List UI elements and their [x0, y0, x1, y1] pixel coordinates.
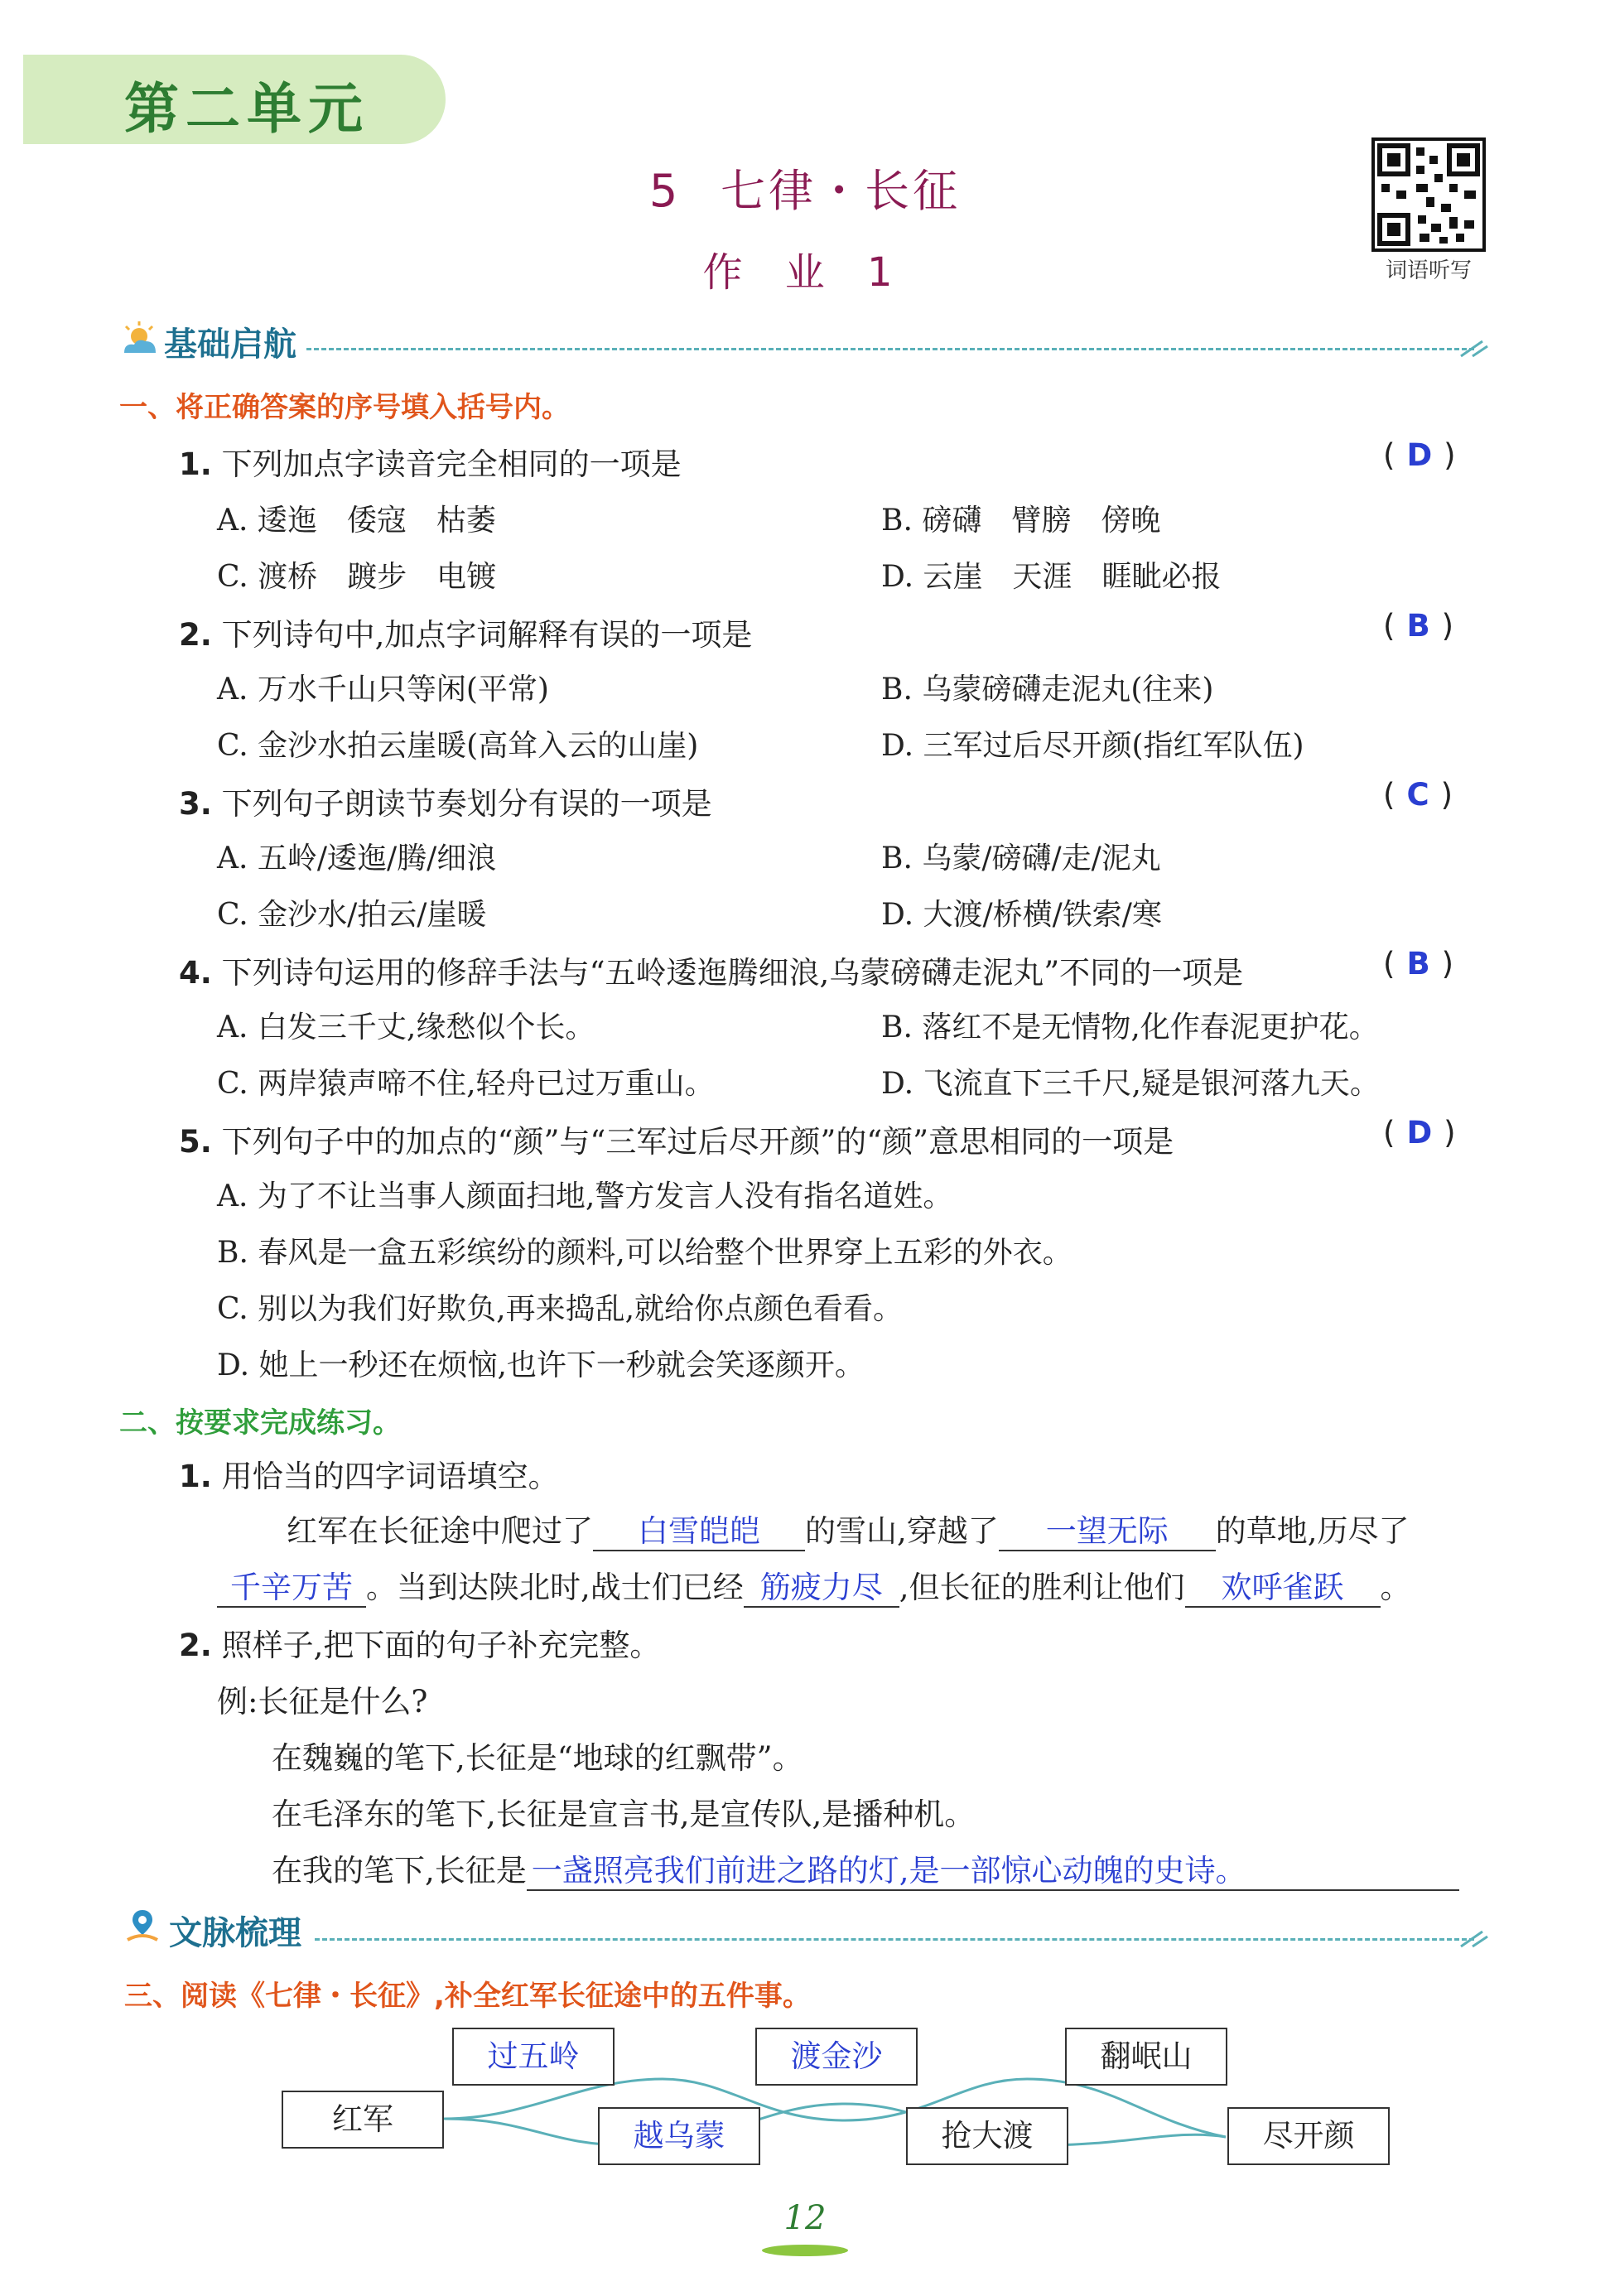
q4-stem	[179, 948, 1243, 992]
p2-q2-text: 照样子,把下面的句子补充完整。	[221, 1628, 661, 1663]
q2-option-c: C. 金沙水拍云崖暖(高耸入云的山崖)	[217, 729, 699, 763]
q3-text: 下列句子朗读节奏划分有误的一项是	[221, 786, 712, 822]
fill-text-1: 红军在长征途中爬过了	[287, 1513, 593, 1549]
q2-option-d: D. 三军过后尽开颜(指红军队伍)	[881, 729, 1304, 763]
q2-stem	[179, 610, 752, 654]
q1-option-b: B. 磅礴 臂膀 傍晚	[881, 504, 1161, 538]
p2-q1-number: 1.	[179, 1459, 212, 1494]
example-label: 例:长征是什么?	[217, 1684, 428, 1720]
q4-option-d: D. 飞流直下三千尺,疑是银河落九天。	[881, 1067, 1380, 1101]
q3-option-b: B. 乌蒙/磅礴/走/泥丸	[881, 842, 1161, 875]
p2-q1-text: 用恰当的四字词语填空。	[221, 1459, 559, 1494]
p2-q2-stem	[179, 1620, 660, 1665]
arrow-icon	[1458, 336, 1491, 359]
line3-prefix: 在我的笔下,长征是	[272, 1853, 527, 1888]
event-box-4[interactable]: 抢大渡	[906, 2107, 1068, 2165]
example-line-1: 在魏巍的笔下,长征是“地球的红飘带”。	[272, 1740, 803, 1776]
section-divider	[306, 348, 1474, 350]
q5-option-a: A. 为了不让当事人颜面扫地,警方发言人没有指名道姓。	[217, 1179, 953, 1213]
q2-answer[interactable]: ( B )	[1383, 608, 1454, 644]
q5-answer[interactable]: ( D )	[1383, 1115, 1456, 1150]
event-box-2[interactable]: 越乌蒙	[598, 2107, 760, 2165]
fill-sentence-line2	[217, 1562, 1411, 1608]
q5-stem	[179, 1117, 1174, 1161]
q2-option-b: B. 乌蒙磅礴走泥丸(往来)	[881, 673, 1214, 707]
blank-3[interactable]: 千辛万苦	[217, 1570, 366, 1608]
q1-option-c: C. 渡桥 踱步 电镀	[217, 560, 497, 594]
event-box-3[interactable]: 渡金沙	[755, 2028, 918, 2086]
qr-code-icon[interactable]	[1371, 137, 1486, 252]
q1-answer-letter: D	[1406, 437, 1433, 473]
blank-2[interactable]: 一望无际	[999, 1513, 1216, 1551]
q4-option-b: B. 落红不是无情物,化作春泥更护花。	[881, 1011, 1379, 1044]
q1-number: 1.	[179, 446, 212, 482]
homework-title: 作 业 1	[702, 249, 908, 296]
leaf-decoration-icon	[762, 2245, 848, 2256]
arrow-icon-2	[1458, 1927, 1491, 1950]
q3-option-d: D. 大渡/桥横/铁索/寒	[881, 898, 1162, 932]
example-line-3	[272, 1845, 1459, 1891]
q1-text: 下列加点字读音完全相同的一项是	[221, 446, 682, 482]
start-box: 红军	[282, 2091, 444, 2149]
q4-text: 下列诗句运用的修辞手法与“五岭逶迤腾细浪,乌蒙磅礴走泥丸”不同的一项是	[221, 955, 1244, 991]
part3-heading: 三、阅读《七律・长征》,补全红军长征途中的五件事。	[124, 1980, 811, 2013]
p2-q1-stem	[179, 1451, 559, 1496]
q1-stem	[179, 439, 682, 484]
q3-option-a: A. 五岭/逶迤/腾/细浪	[217, 842, 497, 875]
q3-answer[interactable]: ( C )	[1383, 777, 1453, 813]
q5-text: 下列句子中的加点的“颜”与“三军过后尽开颜”的“颜”意思相同的一项是	[221, 1124, 1174, 1160]
q4-answer-letter: B	[1406, 946, 1430, 982]
qr-caption: 词语听写	[1385, 258, 1472, 283]
page-number: 12	[783, 2199, 827, 2237]
fill-text-6: 。	[1380, 1570, 1411, 1605]
q3-answer-letter: C	[1406, 777, 1429, 813]
section-divider-2	[315, 1938, 1474, 1941]
lesson-number: 5	[648, 165, 682, 217]
location-book-icon	[124, 1907, 161, 1945]
event-box-5[interactable]: 翻岷山	[1065, 2028, 1227, 2086]
q5-answer-letter: D	[1406, 1115, 1433, 1150]
lesson-title	[0, 156, 1610, 219]
line3-answer-blank[interactable]: 一盏照亮我们前进之路的灯,是一部惊心动魄的史诗。	[527, 1853, 1459, 1891]
section-context-title: 文脉梳理	[169, 1914, 301, 1952]
q1-answer[interactable]: ( D )	[1383, 437, 1456, 473]
part1-heading: 一、将正确答案的序号填入括号内。	[119, 391, 570, 424]
blank-4[interactable]: 筋疲力尽	[744, 1570, 899, 1608]
q3-option-c: C. 金沙水/拍云/崖暖	[217, 898, 487, 932]
q1-option-d: D. 云崖 天涯 睚眦必报	[881, 560, 1222, 594]
q4-answer[interactable]: ( B )	[1383, 946, 1454, 982]
q4-option-c: C. 两岸猿声啼不住,轻舟已过万重山。	[217, 1067, 715, 1101]
unit-title: 第二单元	[124, 77, 369, 141]
lesson-name: 七律・长征	[721, 165, 962, 217]
fill-text-3: 的草地,历尽了	[1215, 1513, 1410, 1549]
q2-option-a: A. 万水千山只等闲(平常)	[217, 673, 549, 707]
q3-stem	[179, 779, 712, 823]
q5-option-c: C. 别以为我们好欺负,再来捣乱,就给你点颜色看看。	[217, 1292, 904, 1326]
q4-option-a: A. 白发三千丈,缘愁似个长。	[217, 1011, 595, 1044]
q5-option-d: D. 她上一秒还在烦恼,也许下一秒就会笑逐颜开。	[217, 1348, 865, 1382]
route-diagram	[0, 2021, 1610, 2187]
section-basic-title: 基础启航	[164, 326, 296, 364]
fill-text-5: ,但长征的胜利让他们	[899, 1570, 1185, 1605]
q5-option-b: B. 春风是一盒五彩缤纷的颜料,可以给整个世界穿上五彩的外衣。	[217, 1236, 1073, 1270]
q2-number: 2.	[179, 617, 212, 653]
q2-text: 下列诗句中,加点字词解释有误的一项是	[221, 617, 753, 653]
end-box: 尽开颜	[1227, 2107, 1390, 2165]
event-box-1[interactable]: 过五岭	[452, 2028, 615, 2086]
fill-text-2: 的雪山,穿越了	[805, 1513, 999, 1549]
q3-number: 3.	[179, 786, 212, 822]
q4-number: 4.	[179, 955, 212, 991]
p2-q2-number: 2.	[179, 1628, 212, 1663]
example-line-2: 在毛泽东的笔下,长征是宣言书,是宣传队,是播种机。	[272, 1797, 976, 1832]
sun-cloud-icon	[119, 320, 161, 358]
q5-number: 5.	[179, 1124, 212, 1160]
blank-5[interactable]: 欢呼雀跃	[1185, 1570, 1381, 1608]
q1-option-a: A. 逶迤 倭寇 枯萎	[217, 504, 496, 538]
fill-text-4: 。当到达陕北时,战士们已经	[366, 1570, 744, 1605]
blank-1[interactable]: 白雪皑皑	[593, 1513, 805, 1551]
fill-sentence-line1	[287, 1506, 1410, 1551]
q2-answer-letter: B	[1406, 608, 1430, 644]
part2-heading: 二、按要求完成练习。	[119, 1406, 401, 1440]
